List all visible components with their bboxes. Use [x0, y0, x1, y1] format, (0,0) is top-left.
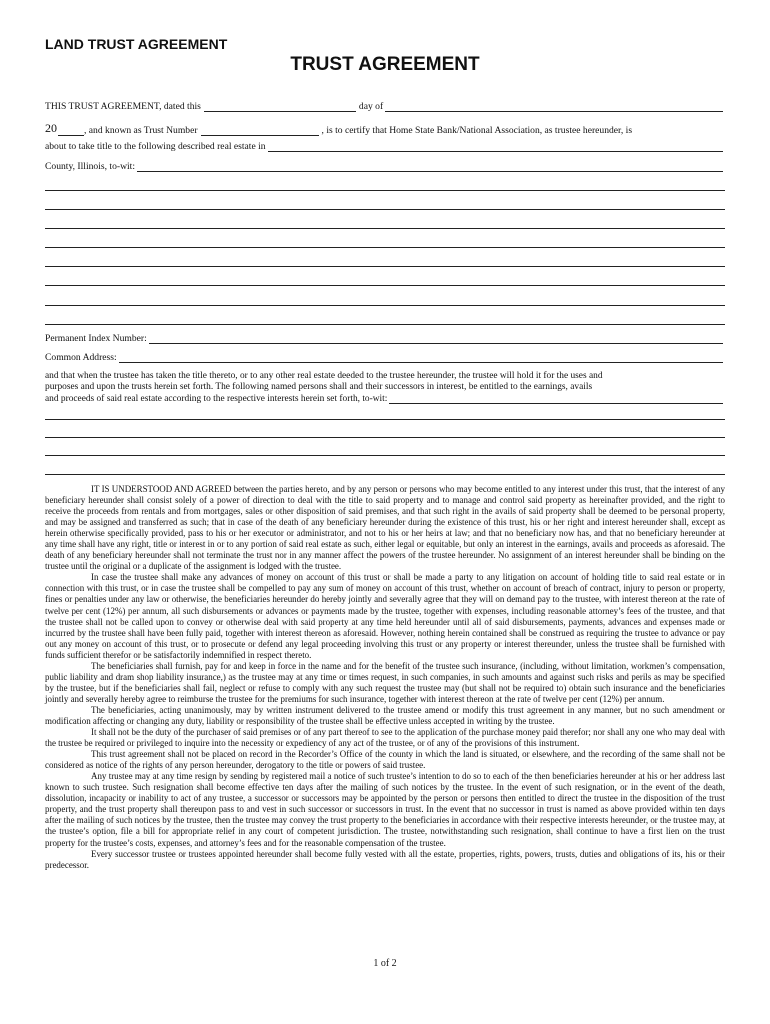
page-number: 1 of 2	[373, 958, 397, 969]
beneficiaries-line[interactable]	[45, 455, 725, 456]
legal-description-line[interactable]	[45, 305, 725, 306]
to-wit-line	[45, 394, 725, 404]
certify-label: , is to certify that Home State Bank/National Association, as trustee hereunder, is	[321, 125, 633, 136]
beneficiaries-line[interactable]	[45, 474, 725, 475]
pin-label: Permanent Index Number:	[45, 333, 147, 344]
body-paragraph: Every successor trustee or trustees appointed hereunder shall become fully vested with all the estate, properties, rights, powers, trusts, duties and obligations of its, his or their predecessor.	[45, 848, 725, 870]
beneficiaries-field[interactable]	[389, 394, 723, 404]
agreement-body	[45, 484, 725, 871]
address-line	[45, 352, 725, 363]
year-prefix: 20	[45, 121, 57, 135]
county-line	[45, 161, 725, 172]
body-paragraph: Any trustee may at any time resign by sending by registered mail a notice of such trustee’s intention to do so to each of the then beneficiaries hereunder at his or her address last known to such trustee. Such resignation shall become effective ten days after the mailing of such notices by the trustee. In the event of such resignation, or in the event of the death, dissolution, incapacity or inability to act of any trustee, a successor or successors may be appointed by the person or persons then entitled to direct the trustee in the disposition of the trust property, and the trust property shall thereupon pass to and vest in such successor or successors in trust. In the event that no successor in trust is named as above provided within ten days after the mailing of such notices by the trustee, then the trustee may convey the trust property to the beneficiaries in accordance with their respective interests hereunder, or the trustee may, at the trustee’s option, file a bill for appropriate relief in any court of competent jurisdiction. The trustee, notwithstanding such resignation, shall continue to have a first lien on the trust property for the trustee’s costs, expenses, and attorney’s fees and for the reasonable compensation of the trustee.	[45, 771, 725, 848]
body-paragraph: In case the trustee shall make any advances of money on account of this trust or shall be made a party to any litigation on account of holding title to said real estate or in connection with this trust, or in case the trustee shall be compelled to pay any sum of money on account of this trust, whether on account of breach of contract, injury to person or property, fines or penalties under any law or otherwise, the beneficiaries hereunder do hereby jointly and severally agree that they will on demand pay to the trustee, with interest thereon at the rate of twelve per cent (12%) per annum, all such disbursements or advances or payments made by the trustee, together with expenses, including reasonable attorney’s fees of the trustee, and that the trustee shall not be called upon to convey or otherwise deal with said property at any time held hereunder until all of said disbursements, payments, advances and expenses made or incurred by the trustee shall have been fully paid, together with interest thereon as aforesaid. However, nothing herein contained shall be construed as requiring the trustee to advance or pay out any money on account of this trust, or to prosecute or defend any legal proceeding involving this trust or any property or interest thereunder, unless the trustee shall be furnished with funds sufficient therefor or be satisfactorily indemnified in respect thereto.	[45, 572, 725, 660]
county-label: County, Illinois, to-wit:	[45, 161, 135, 172]
title-line	[45, 141, 725, 152]
beneficiaries-text-line: and proceeds of said real estate according to the respective interests herein set forth, to-wit:	[45, 394, 388, 404]
year-field[interactable]	[58, 126, 84, 136]
dated-label: THIS TRUST AGREEMENT, dated this	[45, 101, 201, 112]
legal-description-line[interactable]	[45, 285, 725, 286]
legal-description-field[interactable]	[137, 162, 723, 172]
body-paragraph: This trust agreement shall not be placed on record in the Recorder’s Office of the county in which the land is situated, or elsewhere, and the recording of the same shall not be considered as notice of the rights of any person hereunder, derogatory to the title or powers of said trustee.	[45, 749, 725, 771]
body-paragraph: IT IS UNDERSTOOD AND AGREED between the parties hereto, and by any person or persons who may become entitled to any interest under this trust, that the interest of any beneficiary hereunder shall consist solely of a power of direction to deal with the title to said property and to manage and control said property as hereinafter provided, and the right to receive the proceeds from rentals and from mortgages, sales or other disposition of said premises, and that such right in the avails of said property shall be deemed to be personal property, and may be assigned and transferred as such; that in case of the death of any beneficiary hereunder during the existence of this trust, his or her right and interest hereunder shall, except as herein otherwise specifically provided, pass to his or her executor or administrator, and not to his or her heirs at law; and that no beneficiary now has, and that no beneficiary hereunder at any time shall have any right, title or interest in or to any portion of said real estate as such, either legal or equitable, but only an interest in the earnings, avails and proceeds as aforesaid. The death of any beneficiary hereunder shall not terminate the trust nor in any manner affect the powers of the trustee hereunder. No assignment of an interest hereunder shall be binding on the trustee until the original or a duplicate of the assignment is lodged with the trustee.	[45, 484, 725, 572]
legal-description-line[interactable]	[45, 247, 725, 248]
address-label: Common Address:	[45, 352, 117, 363]
legal-description-line[interactable]	[45, 324, 725, 325]
known-as-label: , and known as Trust Number	[84, 125, 198, 136]
beneficiaries-line[interactable]	[45, 419, 725, 420]
form-label: LAND TRUST AGREEMENT	[45, 36, 228, 52]
body-paragraph: It shall not be the duty of the purchaser of said premises or of any part thereof to see to the application of the purchase money paid therefor; nor shall any one who may deal with the trustee be required or privileged to inquire into the necessity or expediency of any act of the trustee, or of any of the provisions of this instrument.	[45, 727, 725, 749]
beneficiaries-paragraph	[45, 371, 725, 394]
address-field[interactable]	[119, 353, 723, 363]
beneficiaries-text-line: and that when the trustee has taken the title thereto, or to any other real estate deeded to the trustee hereunder, the trustee will hold it for the uses and	[45, 371, 603, 381]
dated-line	[45, 101, 725, 112]
legal-description-line[interactable]	[45, 209, 725, 210]
beneficiaries-text-line: purposes and upon the trusts herein set forth. The following named persons shall and their successors in interest, be entitled to the earnings, avails	[45, 382, 593, 393]
legal-description-line[interactable]	[45, 266, 725, 267]
pin-line	[45, 333, 725, 344]
beneficiaries-line[interactable]	[45, 437, 725, 438]
legal-description-line[interactable]	[45, 190, 725, 191]
pin-field[interactable]	[149, 334, 723, 344]
legal-description-line[interactable]	[45, 228, 725, 229]
title-label: about to take title to the following described real estate in	[45, 141, 266, 152]
real-estate-location-field[interactable]	[268, 142, 723, 152]
day-of-label: day of	[358, 101, 384, 112]
body-paragraph: The beneficiaries shall furnish, pay for and keep in force in the name and for the benefit of the trustee such insurance, (including, without limitation, workmen’s compensation, public liability and dram shop liability insurance,) as the trustee may at any time or times request, in such companies, in such amounts and against such risks and perils as may be specified by the trustee, but if the beneficiaries shall fail, neglect or refuse to comply with any such request the trustee may (but shall not be required to) obtain such insurance and the beneficiaries jointly and severally hereby agree to reimburse the trustee for the premiums for such insurance, together with interest thereon at the rate of twelve per cent (12%) per annum.	[45, 660, 725, 704]
trust-number-line	[45, 121, 725, 136]
month-field[interactable]	[385, 102, 723, 112]
trust-number-field[interactable]	[201, 126, 319, 136]
date-day-field[interactable]	[204, 102, 356, 112]
body-paragraph: The beneficiaries, acting unanimously, may by written instrument delivered to the trustee amend or modify this trust agreement in any manner, but no such amendment or modification affecting or changing any duty, liability or responsibility of the trustee shall be effective unless accepted in writing by the trustee.	[45, 704, 725, 726]
document-title: TRUST AGREEMENT	[290, 54, 480, 75]
